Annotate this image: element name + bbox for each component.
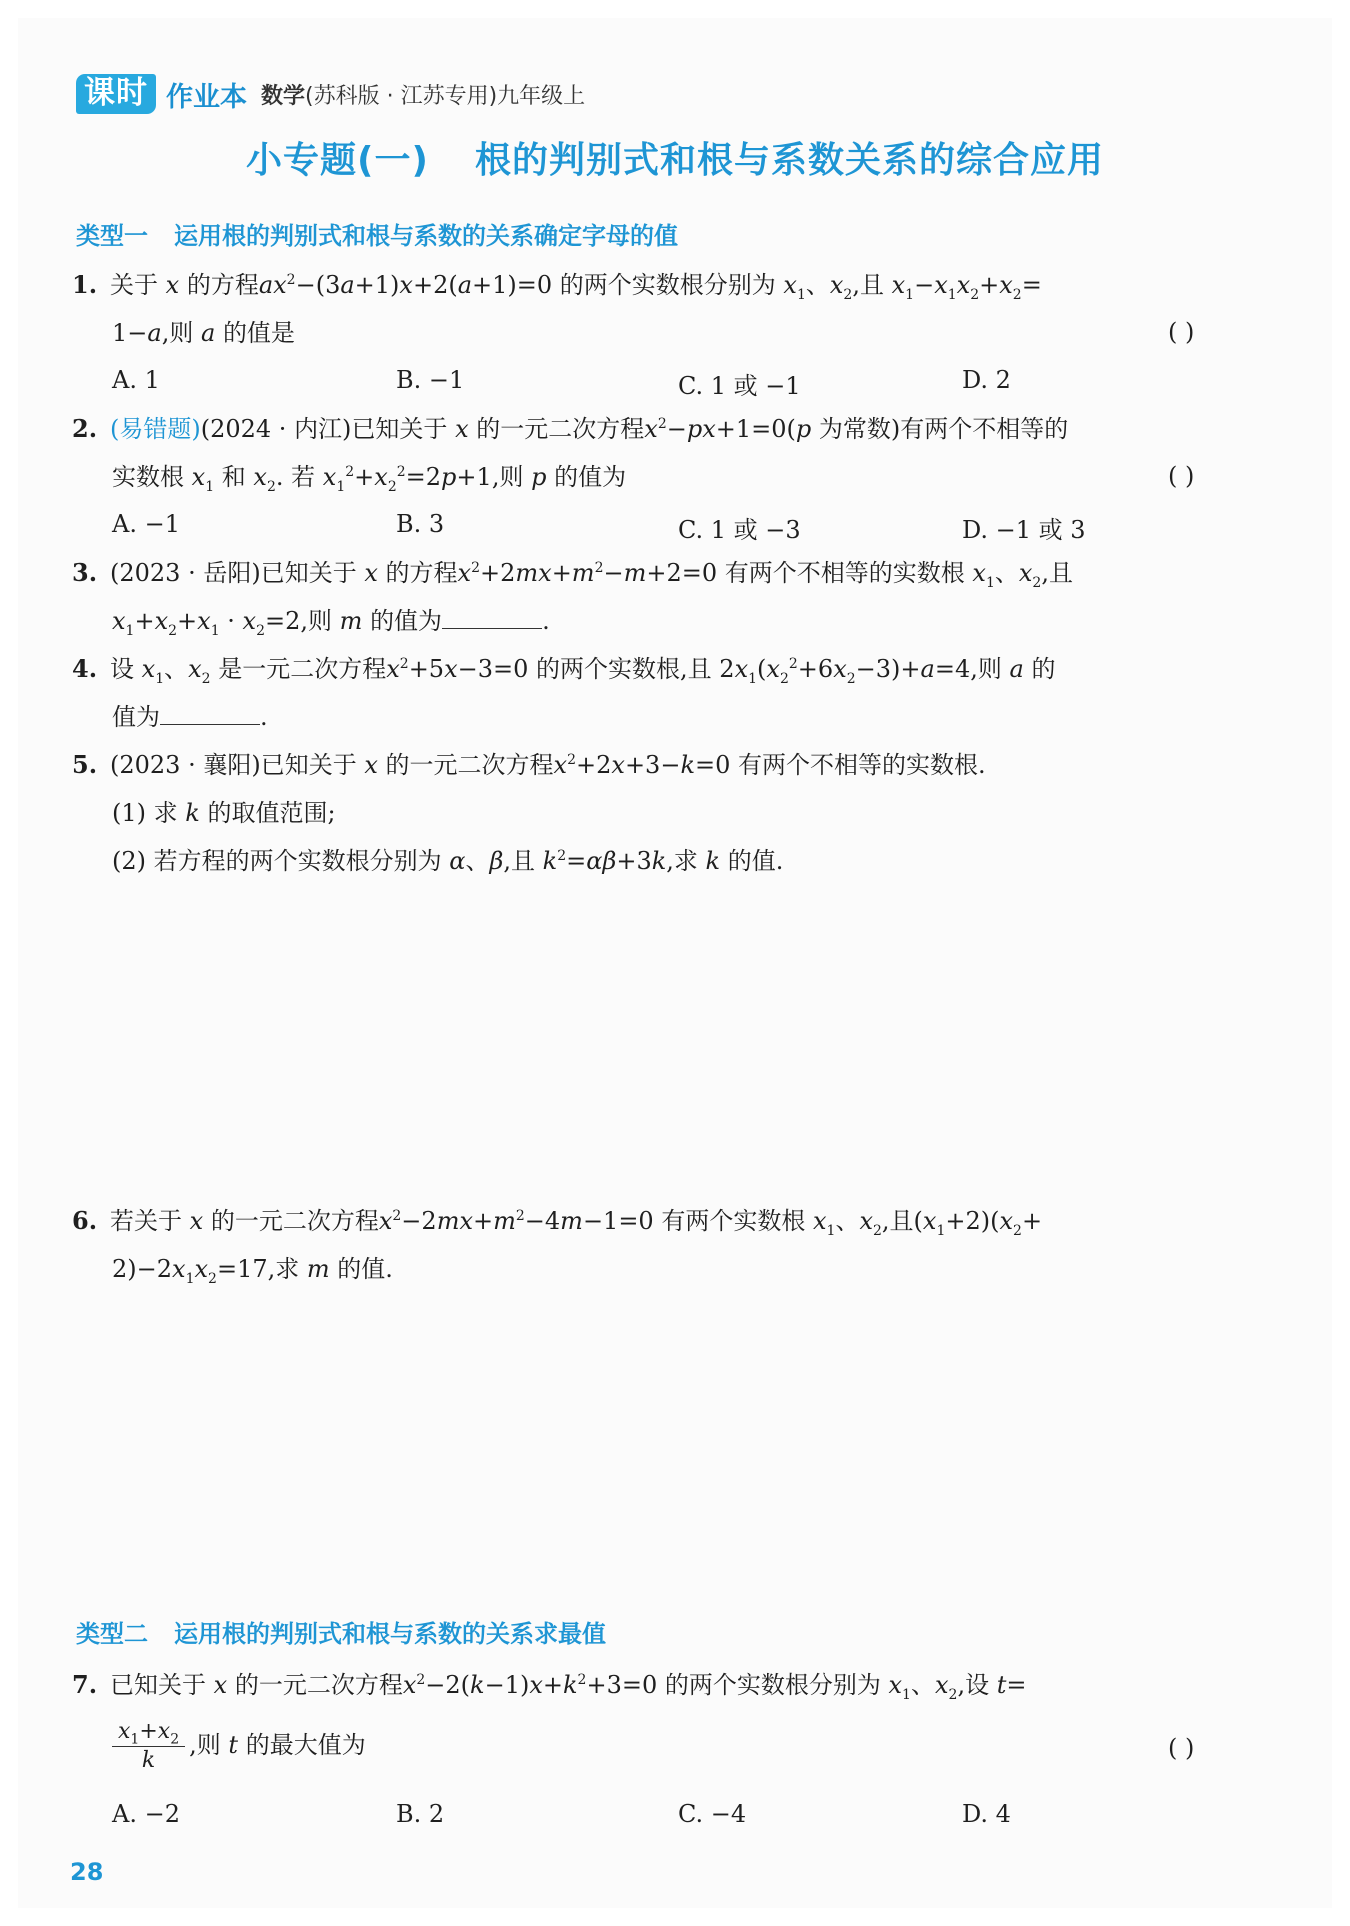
section-heading-1: [76, 216, 678, 251]
q-text: 的一元二次方程: [476, 415, 645, 443]
q-text: 有两个不相等的实数根.: [738, 751, 986, 779]
book-subject: 数学: [261, 83, 306, 109]
source: (2023 · 岳阳): [110, 559, 261, 587]
option-a: A. 1: [112, 366, 160, 394]
option-d: D. −1 或 3: [962, 516, 1086, 544]
option-a: A. −2: [112, 1800, 180, 1828]
page-title: [0, 132, 1350, 183]
source: (2024 · 内江): [200, 415, 352, 443]
question-1-line-2: 1−a,则 a 的值是: [112, 319, 295, 347]
section-text: 运用根的判别式和根与系数的关系求最值: [174, 1620, 606, 1648]
q-text: 的: [1031, 655, 1056, 683]
q-text: . 若: [275, 463, 316, 491]
q-text: 关于: [110, 271, 158, 299]
question-7-line-1: 7. 已知关于 x 的一元二次方程$x^2-2(k-1)x+k^2+3=0$ 的两个实数根分别为 $x_1$、$x_2$,设 t=: [72, 1670, 1027, 1703]
question-3-line-2: $x_1+x_2+x_1 \cdot x_2=2$,则 m 的值为 .: [112, 607, 550, 639]
option-d: D. 4: [962, 1800, 1011, 1828]
q-text: ,且: [1041, 559, 1073, 587]
q-text: 是一元二次方程: [218, 655, 387, 683]
q-text: ,则: [970, 655, 1002, 683]
question-number: 7.: [72, 1670, 98, 1699]
option-c: C. −4: [678, 1800, 747, 1828]
q-text: ,则: [300, 607, 333, 635]
question-number: 5.: [72, 750, 98, 779]
section-text: 运用根的判别式和根与系数的关系确定字母的值: [174, 222, 678, 250]
q-text: 已知关于: [351, 415, 448, 443]
q-text: 的两个实数根分别为: [664, 1671, 881, 1699]
question-number: 2.: [72, 414, 98, 443]
q-text: 的最大值为: [245, 1731, 366, 1759]
brand-name: 作业本: [166, 81, 247, 113]
answer-parentheses: ( ): [1168, 462, 1195, 490]
answer-blank[interactable]: [160, 702, 260, 725]
question-number: 4.: [72, 654, 98, 683]
q-text: 的取值范围;: [207, 799, 336, 827]
q-text: 的值.: [727, 847, 784, 875]
q-text: ,则: [189, 1731, 221, 1759]
book-edition: (苏科版 · 江苏专用)九年级上: [305, 83, 586, 109]
q-text: ,求: [267, 1255, 300, 1283]
q-text: 的一元二次方程: [385, 751, 554, 779]
q-text: 已知关于: [260, 559, 357, 587]
question-5-part-2: (2) 若方程的两个实数根分别为 α、β,且 $k^2=\alpha\beta+3k$,求 k 的值.: [112, 847, 784, 875]
question-2-line-2: 实数根 $x_1$ 和 $x_2$. 若 $x_1^2+x_2^2=2p+1$,则 p 的值为: [112, 463, 627, 495]
q-text: 已知关于: [110, 1671, 206, 1699]
q-text: 实数根: [112, 463, 184, 491]
q-text: ,求: [666, 847, 698, 875]
q-text: 设: [110, 655, 134, 683]
question-6-line-2: $2)-2x_1x_2=17$,求 m 的值.: [112, 1255, 393, 1287]
q-text: 和: [221, 463, 246, 491]
q-text: ,且: [503, 847, 536, 875]
q-text: 若关于: [110, 1207, 182, 1235]
title-part1: 小专题(一): [246, 140, 429, 181]
question-1-line-1: 1. 关于 x 的方程$ax^2-(3a+1)x+2(a+1)=0$ 的两个实数根分别为 $x_1$、$x_2$,且 $x_1-x_1x_2+x_2=$: [72, 270, 1042, 303]
section-label: 类型二: [76, 1620, 148, 1648]
q-text: 的值为: [554, 463, 627, 491]
q-text: ,设: [957, 1671, 990, 1699]
q-text: 的方程: [385, 559, 458, 587]
option-b: B. 2: [396, 1800, 445, 1828]
sub-label: (2): [112, 847, 146, 875]
q-text: 求: [153, 799, 178, 827]
option-b: B. 3: [396, 510, 445, 538]
q-text: ,且: [881, 1207, 914, 1235]
fraction: $\frac{x_1+x_2}{k}$: [112, 1718, 185, 1775]
q-text: 的值.: [337, 1255, 393, 1283]
q-text: 的值为: [370, 607, 443, 635]
question-3-line-1: 3. (2023 · 岳阳)已知关于 x 的方程$x^2+2mx+m^2-m+2=0$ 有两个不相等的实数根 $x_1$、$x_2$,且: [72, 558, 1073, 591]
question-number: 6.: [72, 1206, 98, 1235]
q-text: 的值是: [222, 319, 295, 347]
q-text: 的一元二次方程: [234, 1671, 403, 1699]
q-text: ,则: [161, 319, 194, 347]
q-text: 的两个实数根,且: [536, 655, 712, 683]
option-c: C. 1 或 −1: [678, 372, 801, 400]
q-text: 有两个不相等的实数根: [724, 559, 965, 587]
q-text: 的两个实数根分别为: [559, 271, 776, 299]
question-5-part-1: (1) 求 k 的取值范围;: [112, 799, 336, 827]
answer-parentheses: ( ): [1168, 1734, 1195, 1762]
title-part2: 根的判别式和根与系数关系的综合应用: [474, 140, 1104, 181]
section-label: 类型一: [76, 222, 148, 250]
error-prone-tag: (易错题): [110, 415, 201, 443]
question-number: 1.: [72, 270, 98, 299]
question-4-line-2: 值为 .: [112, 703, 268, 731]
section-heading-2: [76, 1614, 606, 1649]
option-d: D. 2: [962, 366, 1011, 394]
book-header: [76, 74, 585, 114]
q-text: ,则: [491, 463, 524, 491]
q-text: 有两个实数根: [661, 1207, 806, 1235]
option-b: B. −1: [396, 366, 465, 394]
option-c: C. 1 或 −3: [678, 516, 801, 544]
q-text: 的一元二次方程: [210, 1207, 379, 1235]
q-text: ,且: [852, 271, 884, 299]
option-a: A. −1: [112, 510, 180, 538]
question-5-line-1: 5. (2023 · 襄阳)已知关于 x 的一元二次方程$x^2+2x+3-k=0$ 有两个不相等的实数根.: [72, 750, 986, 779]
q-text: 的方程: [186, 271, 259, 299]
question-6-line-1: 6. 若关于 x 的一元二次方程$x^2-2mx+m^2-4m-1=0$ 有两个实数根 $x_1$、$x_2$,且$(x_1+2)(x_2+$: [72, 1206, 1043, 1239]
q-text: 值为: [112, 703, 160, 731]
page-number: 28: [70, 1858, 104, 1886]
question-2-line-1: 2. (易错题)(2024 · 内江)已知关于 x 的一元二次方程$x^2-px+1=0(p$ 为常数)有两个不相等的: [72, 414, 1069, 443]
sub-label: (1): [112, 799, 146, 827]
source: (2023 · 襄阳): [110, 751, 261, 779]
question-7-line-2: $\frac{x_1+x_2}{k}$ ,则 t 的最大值为: [112, 1718, 366, 1775]
q-text: 若方程的两个实数根分别为: [153, 847, 442, 875]
question-number: 3.: [72, 558, 98, 587]
book-info: [261, 79, 585, 110]
question-4-line-1: 4. 设 $x_1$、$x_2$ 是一元二次方程$x^2+5x-3=0$ 的两个实数根,且 $2x_1(x_2^2+6x_2-3)+a=4$,则 a 的: [72, 654, 1056, 687]
brand-logo: 课时: [76, 74, 156, 114]
answer-parentheses: ( ): [1168, 318, 1195, 346]
q-text: 已知关于: [260, 751, 357, 779]
answer-blank[interactable]: [442, 606, 542, 629]
q-text: 为常数)有两个不相等的: [818, 415, 1069, 443]
